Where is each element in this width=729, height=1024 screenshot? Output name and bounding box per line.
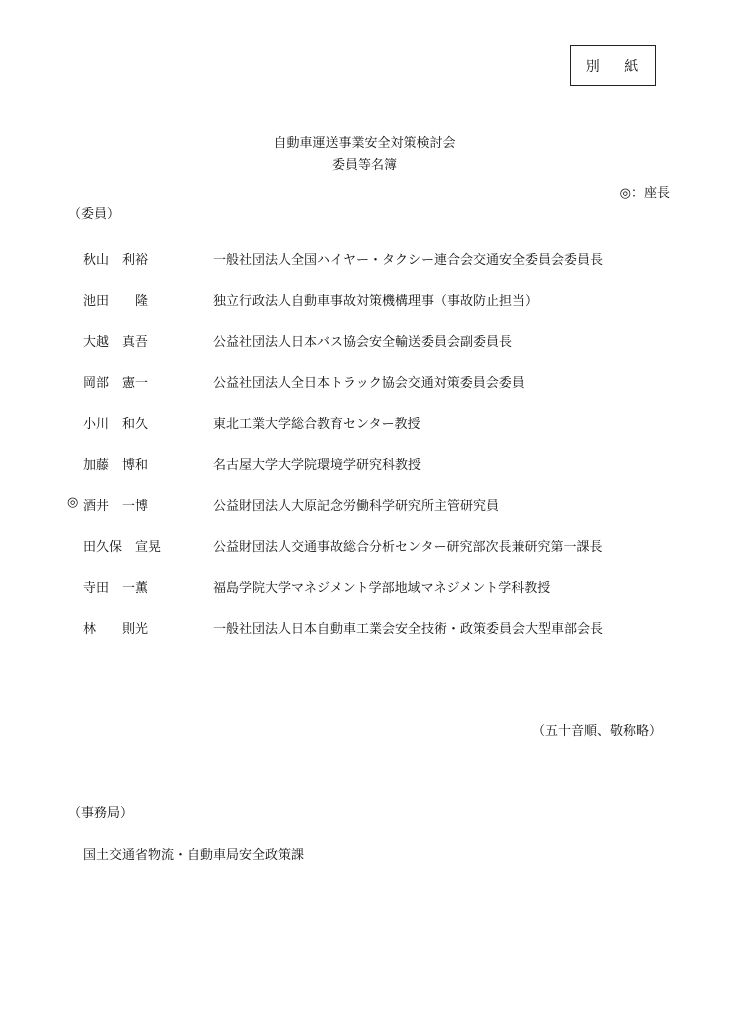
chair-mark: ◎ bbox=[67, 495, 79, 510]
member-row bbox=[0, 577, 729, 597]
member-name: 加藤 博和 bbox=[83, 458, 149, 473]
member-row bbox=[0, 454, 729, 474]
member-name: 池田 隆 bbox=[83, 294, 149, 309]
member-name: 岡部 憲一 bbox=[83, 376, 149, 391]
secretariat-heading: （事務局） bbox=[68, 806, 134, 821]
member-row bbox=[0, 290, 729, 310]
member-affiliation: 独立行政法人自動車事故対策機構理事（事故防止担当） bbox=[213, 294, 539, 309]
secretariat-org: 国土交通省物流・自動車局安全政策課 bbox=[83, 848, 305, 863]
member-name: 田久保 宣晃 bbox=[83, 540, 162, 555]
chair-legend-note: ◎：座長 bbox=[619, 186, 670, 201]
member-affiliation: 福島学院大学マネジメント学部地域マネジメント学科教授 bbox=[213, 581, 551, 596]
member-affiliation: 一般社団法人全国ハイヤー・タクシー連合会交通安全委員会委員長 bbox=[213, 253, 604, 268]
member-affiliation: 公益社団法人日本バス協会安全輸送委員会副委員長 bbox=[213, 335, 513, 350]
members-heading: （委員） bbox=[68, 207, 121, 222]
member-row bbox=[0, 331, 729, 351]
member-name: 小川 和久 bbox=[83, 417, 149, 432]
member-row bbox=[0, 249, 729, 269]
member-row bbox=[0, 413, 729, 433]
member-name: 大越 真吾 bbox=[83, 335, 149, 350]
member-name: 寺田 一薫 bbox=[83, 581, 149, 596]
member-affiliation: 公益社団法人全日本トラック協会交通対策委員会委員 bbox=[213, 376, 525, 391]
member-row bbox=[0, 618, 729, 638]
order-note: （五十音順、敬称略） bbox=[531, 724, 662, 739]
member-row bbox=[0, 372, 729, 392]
member-affiliation: 公益財団法人大原記念労働科学研究所主管研究員 bbox=[213, 499, 500, 514]
document-subtitle: 委員等名簿 bbox=[331, 158, 397, 173]
member-row bbox=[0, 536, 729, 556]
member-affiliation: 東北工業大学総合教育センター教授 bbox=[213, 417, 421, 432]
member-name: 林 則光 bbox=[83, 622, 149, 637]
attachment-label-box bbox=[570, 45, 656, 86]
member-affiliation: 名古屋大学大学院環境学研究科教授 bbox=[213, 458, 422, 473]
member-affiliation: 公益財団法人交通事故総合分析センター研究部次長兼研究第一課長 bbox=[213, 540, 603, 555]
document-title: 自動車運送事業安全対策検討会 bbox=[273, 136, 456, 151]
member-affiliation: 一般社団法人日本自動車工業会安全技術・政策委員会大型車部会長 bbox=[213, 622, 604, 637]
member-name: 酒井 一博 bbox=[83, 499, 149, 514]
member-name: 秋山 利裕 bbox=[83, 253, 149, 268]
attachment-label: 別 紙 bbox=[585, 58, 649, 75]
member-row bbox=[0, 495, 729, 515]
